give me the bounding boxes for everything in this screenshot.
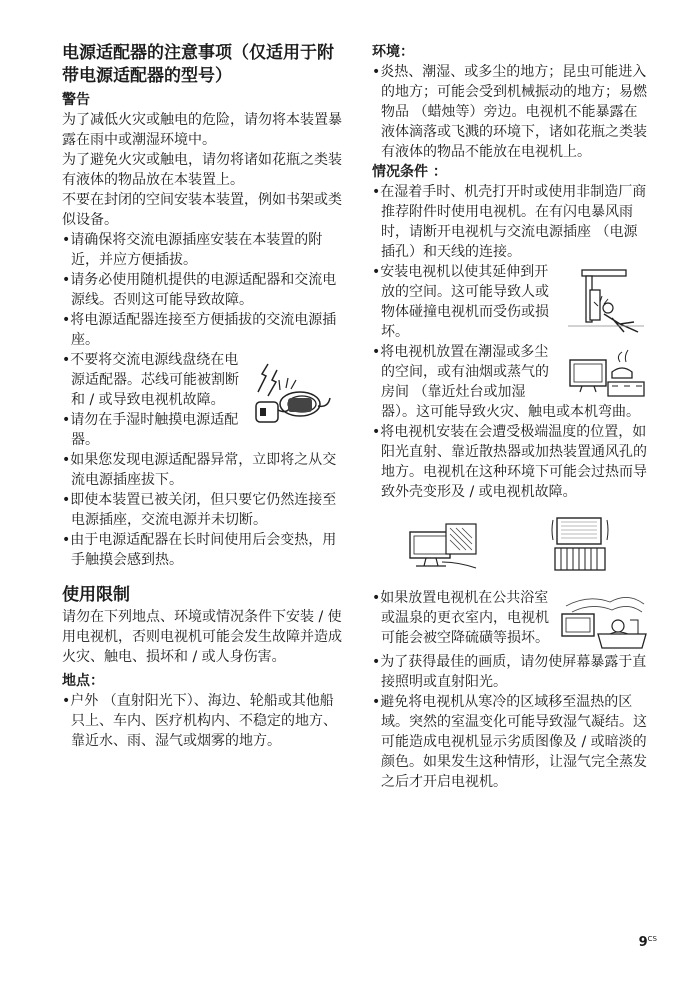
bullet-item: •请务必使用随机提供的电源适配器和交流电源线。否则这可能导致故障。 [62,272,337,308]
bullet-item: •将电视机安装在会遭受极端温度的位置，如阳光直射、靠近散热器或加热装置通风孔的地方。电视机在这种环境下可能会过热而导致外壳变形及 / 或电视机故障。 [372,424,647,500]
warning-heading: 警告 [62,92,90,108]
usage-restrictions-heading: 使用限制 [62,585,130,605]
warning-paragraph: 不要在封闭的空间安装本装置，例如书架或类似设备。 [62,192,342,228]
bullet-item: •请勿在手湿时触摸电源适配器。 [62,412,239,448]
adapter-cord-illustration [246,358,342,436]
bullet-item: •将电视机放置在潮湿或多尘的空间，或有油烟或蒸气的房间 （靠近灶台或加湿器）。这可能导致火灾、触电或本机弯曲。 [372,344,640,420]
tv-collision-illustration [564,266,648,338]
bullet-item: •请确保将交流电源插座安装在本装置的附近，并应方便插拔。 [62,232,323,268]
bullet-item: •如果您发现电源适配器异常，立即将之从交流电源插座拔下。 [62,452,337,488]
bullet-item: •在湿着手时、机壳打开时或使用非制造厂商推荐附件时使用电视机。在有闪电暴风雨时，请断开电视机与交流电源插座 （电源插孔）和天线的连接。 [372,184,647,260]
location-heading: 地点： [62,673,104,689]
bullet-item: •如果放置电视机在公共浴室或温泉的更衣室内，电视机可能会被空降硫磺等损坏。 [372,590,549,646]
bullet-item: •炎热、潮湿、或多尘的地方；昆虫可能进入的地方；可能会受到机械振动的地方；易燃物品 （蜡烛等）旁边。电视机不能暴露在液体滴落或飞溅的环境下，诸如花瓶之类装有液体的物品不能放在电视机上。 [372,64,647,160]
conditions-heading: 情况条件 ： [372,164,447,180]
warning-paragraph: 为了避免火灾或触电，请勿将诸如花瓶之类装有液体的物品放在本装置上。 [62,152,342,188]
bullet-item: •为了获得最佳的画质，请勿使屏幕暴露于直接照明或直射阳光。 [372,654,647,690]
warning-paragraph: 为了减低火灾或触电的危险，请勿将本装置暴露在雨中或潮湿环境中。 [62,112,342,148]
bullet-item: •将电源适配器连接至方便插拔的交流电源插座。 [62,312,337,348]
usage-restrictions-text: 请勿在下列地点、环境或情况条件下安装 / 使用电视机，否则电视机可能会发生故障并造成火灾、触电、损坏和 / 或人身伤害。 [62,609,342,665]
tv-sunlight-illustration [406,522,480,572]
environment-heading: 环境： [372,44,414,60]
tv-steam-illustration [564,348,648,400]
bullet-item: •不要将交流电源线盘绕在电源适配器。芯线可能被割断和 / 或导致电视机故障。 [62,352,239,408]
tv-bathroom-illustration [558,590,648,652]
bullet-item: •即使本装置已被关闭，但只要它仍然连接至电源插座，交流电源并未切断。 [62,492,337,528]
bullet-item: •安装电视机以使其延伸到开放的空间。这可能导致人或物体碰撞电视机而受伤或损坏。 [372,264,549,340]
temperature-illustrations [372,514,648,572]
bullet-item: •由于电源适配器在长时间使用后会变热，用手触摸会感到热。 [62,532,337,568]
section-title-power-adapter: 电源适配器的注意事项（仅适用于附带电源适配器的型号） [62,43,334,86]
bullet-item: •避免将电视机从寒冷的区域移至温热的区域。突然的室温变化可能导致湿气凝结。这可能造成电视机显示劣质图像及 / 或暗淡的颜色。如果发生这种情形，让湿气完全蒸发之后才开启电视机。 [372,694,647,790]
left-column [62,42,342,751]
bullet-item: •户外 （直射阳光下）、海边、轮船或其他船只上、车内、医疗机构内、不稳定的地方、靠近水、雨、湿气或烟雾的地方。 [62,693,337,749]
right-column [372,42,648,792]
page-number-suffix: CS [647,935,657,943]
page-number [639,935,657,950]
tv-radiator-illustration [547,516,615,572]
page-number-value: 9 [638,935,648,950]
